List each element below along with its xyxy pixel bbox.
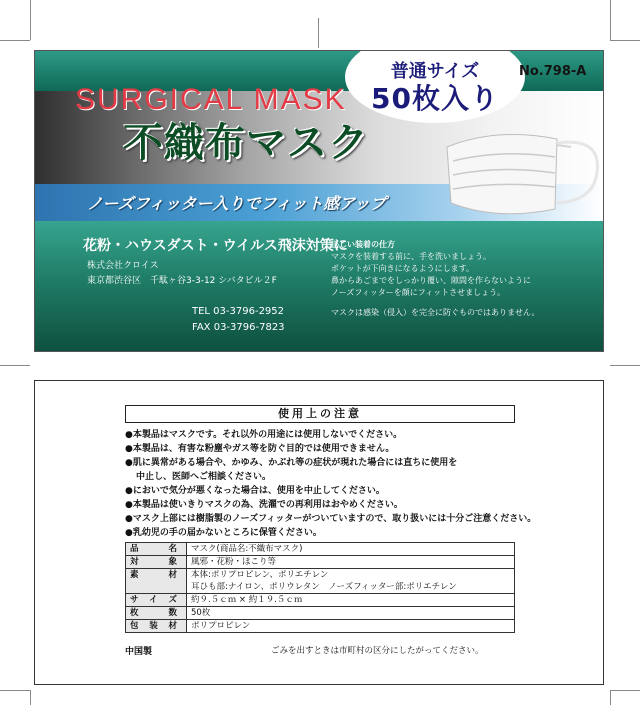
- crop-mark: [0, 40, 30, 41]
- caution-item: ●においで気分が悪くなった場合は、使用を中止してください。: [125, 486, 385, 496]
- package-back: [34, 380, 604, 685]
- crop-mark: [30, 690, 31, 705]
- material-ear: 耳ひも部:ナイロン、ポリウレタン ノーズフィッター部:ポリエチレン: [191, 582, 457, 592]
- capacity-count: 50枚入り: [371, 82, 499, 115]
- spec-table: [125, 542, 515, 633]
- caution-title: 使用上の注意: [125, 405, 515, 423]
- crop-mark: [0, 365, 30, 366]
- caution-item: ●本製品は使いきりマスクの為、洗濯での再利用はおやめください。: [125, 500, 403, 510]
- table-row: [126, 620, 515, 633]
- japanese-title: 不織布マスク: [123, 120, 369, 166]
- spec-label: 枚数: [126, 607, 187, 620]
- company-name: 株式会社クロイス: [87, 261, 159, 271]
- crop-mark: [318, 18, 319, 48]
- spec-label: 品名: [126, 543, 187, 556]
- usage-instructions: [331, 239, 599, 319]
- band-text: ノーズフィッター入りでフィット感アップ: [87, 194, 387, 213]
- spec-value: 風邪・花粉・ほこり等: [187, 556, 515, 569]
- english-title: SURGICAL MASK: [75, 83, 347, 116]
- spec-value: 約９.５ｃｍ × 約１９.５ｃｍ: [187, 594, 515, 607]
- origin: 中国製: [125, 647, 153, 657]
- caution-item: 中止し、医師へご相談ください。: [136, 472, 272, 482]
- usage-line: マスクを装着する前に、手を洗いましょう。: [331, 252, 491, 261]
- company-info: [87, 259, 285, 333]
- crop-mark: [610, 365, 640, 366]
- spec-value: マスク(商品名:不織布マスク): [187, 543, 515, 556]
- crop-mark: [610, 690, 611, 705]
- mask-illustration-icon: [437, 117, 604, 223]
- spec-label: 素材: [126, 569, 187, 594]
- crop-mark: [30, 0, 31, 40]
- table-row: [126, 607, 515, 620]
- caution-item: ●本製品はマスクです。それ以外の用途には使用しないでください。: [125, 430, 403, 440]
- caution-item: ●本製品は、有害な粉塵やガス等を防ぐ目的では使用できません。: [125, 444, 395, 454]
- crop-mark: [0, 690, 30, 691]
- material-body: 本体:ポリプロピレン、ポリエチレン: [191, 570, 329, 580]
- company-address: 東京都渋谷区 千駄ヶ谷3-3-12 シバタビル２F: [87, 276, 277, 286]
- company-fax: FAX 03-3796-7823: [192, 322, 285, 333]
- table-row: [126, 556, 515, 569]
- usage-heading: 正しい装着の仕方: [331, 240, 395, 249]
- usage-line: 鼻からあごまでをしっかり覆い、隙間を作らないように: [331, 276, 531, 285]
- table-row: [126, 569, 515, 594]
- caution-item: ●乳幼児の手の届かないところに保管ください。: [125, 528, 322, 538]
- spec-value: ポリプロピレン: [187, 620, 515, 633]
- crop-mark: [610, 0, 611, 40]
- caution-list: [125, 428, 545, 540]
- package-front: [34, 50, 604, 352]
- spec-label: サイズ: [126, 594, 187, 607]
- capacity-size: 普通サイズ: [390, 61, 480, 82]
- usage-note: マスクは感染（侵入）を完全に防ぐものではありません。: [331, 308, 540, 317]
- table-row: [126, 543, 515, 556]
- spec-value: 50枚: [187, 607, 515, 620]
- tagline: 花粉・ハウスダスト・ウイルス飛沫対策に: [83, 238, 348, 254]
- model-number: No.798-A: [519, 64, 587, 79]
- caution-item: ●肌に異常がある場合や、かゆみ、かぶれ等の症状が現れた場合には直ちに使用を: [125, 458, 458, 468]
- table-row: [126, 594, 515, 607]
- company-tel: TEL 03-3796-2952: [192, 306, 285, 317]
- crop-mark: [610, 40, 640, 41]
- disposal-note: ごみを出すときは市町村の区分にしたがってください。: [271, 646, 484, 656]
- caution-item: ●マスク上部には樹脂製のノーズフィッターがついていますので、取り扱いには十分ご注意ください。: [125, 514, 537, 524]
- usage-line: ノーズフィッターを顔にフィットさせましょう。: [331, 288, 506, 297]
- spec-label: 包装材: [126, 620, 187, 633]
- crop-mark: [610, 690, 640, 691]
- spec-label: 対象: [126, 556, 187, 569]
- usage-line: ポケットが下向きになるようにします。: [331, 264, 474, 273]
- spec-value: [187, 569, 515, 594]
